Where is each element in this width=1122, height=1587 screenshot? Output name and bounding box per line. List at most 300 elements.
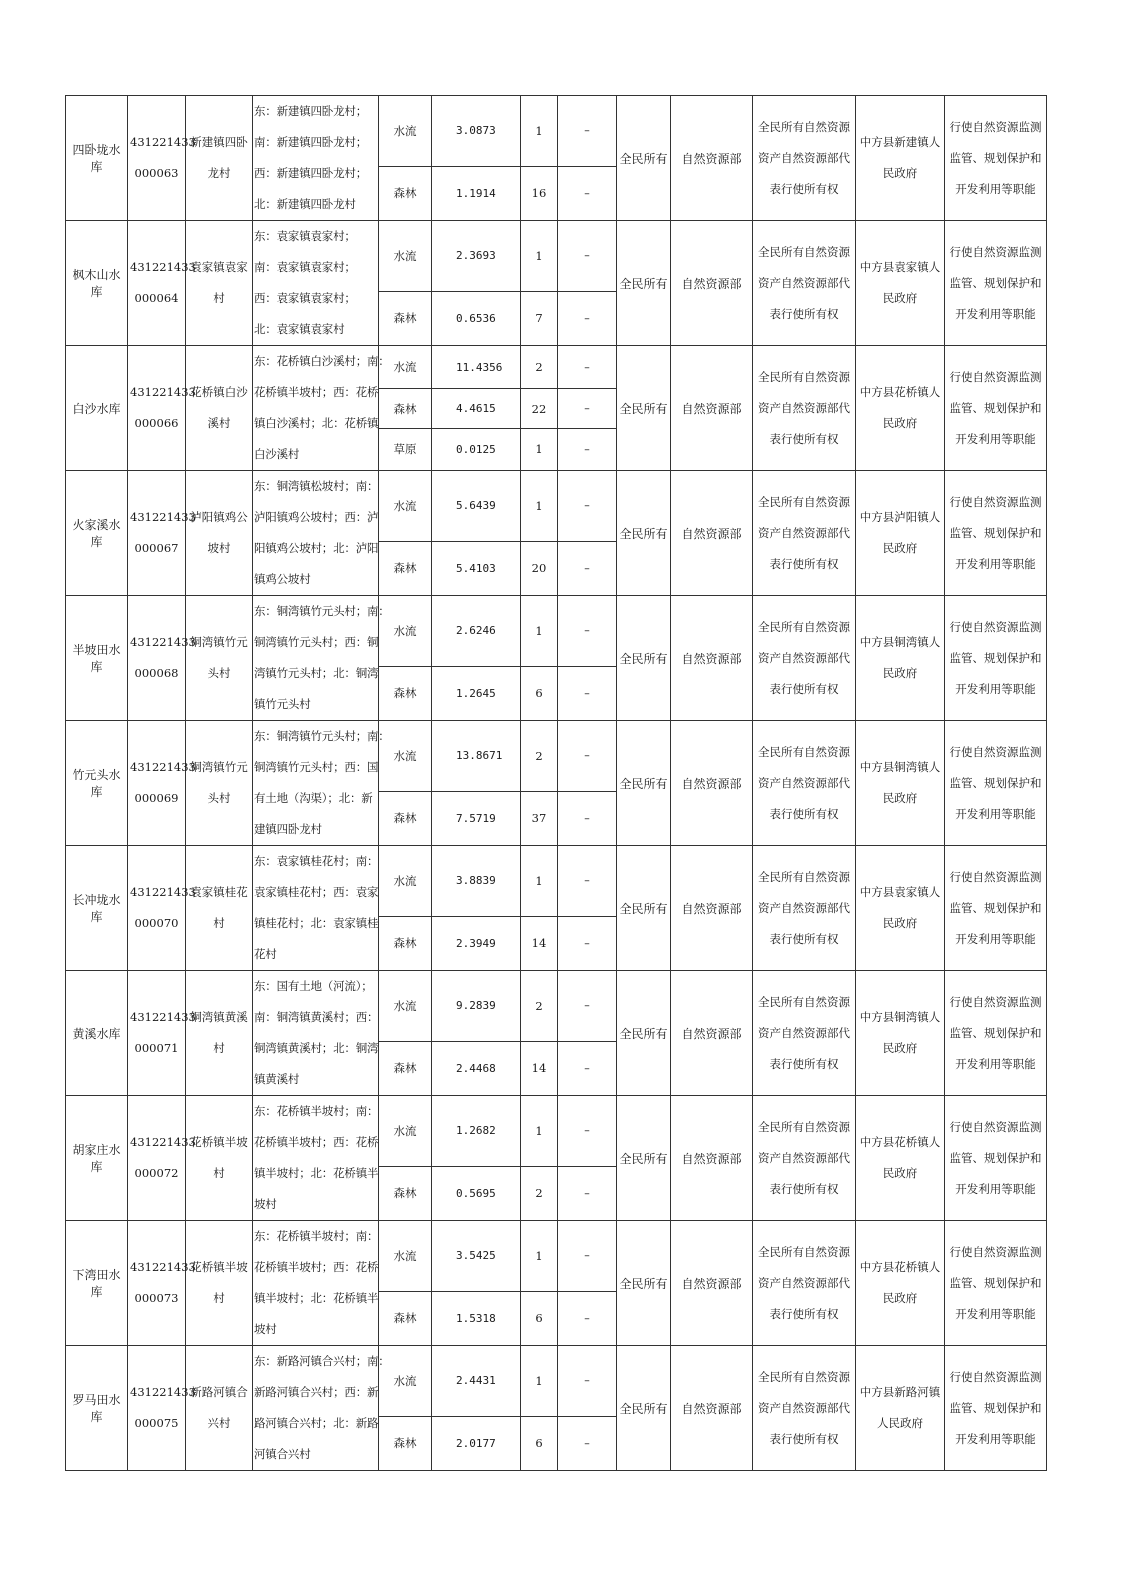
village-location-line: 村 (213, 291, 225, 305)
representative-text-line: 表行使所有权 (769, 681, 839, 696)
village-location (186, 221, 253, 346)
resource-note: – (558, 428, 617, 470)
duty-description-line: 行使自然资源监测 (949, 1244, 1042, 1259)
village-location-line: 头村 (207, 791, 231, 805)
boundary-description-line: 新路河镇合兴村；西：新 (254, 1385, 379, 1399)
village-location-line: 龙村 (207, 166, 231, 180)
boundary-description-line: 北：新建镇四卧龙村 (254, 197, 356, 211)
registry-table (65, 95, 1047, 1471)
representative-text (753, 596, 856, 721)
boundary-description-line: 铜湾镇黄溪村；北：铜湾 (254, 1041, 379, 1055)
resource-note: – (558, 916, 617, 970)
representative-text-line: 资产自然资源部代 (758, 1150, 850, 1165)
parcel-count: 1 (521, 428, 558, 470)
resource-note: – (558, 1166, 617, 1220)
ownership-type: 全民所有 (617, 1221, 671, 1346)
local-government-line: 中方县袁家镇人 (859, 885, 941, 899)
reservoir-name: 下湾田水库 (66, 1221, 128, 1346)
local-government-line: 中方县铜湾镇人 (859, 1010, 941, 1024)
unit-code-line: 000063 (134, 166, 179, 180)
representative-text-line: 表行使所有权 (769, 431, 839, 446)
local-government-line: 中方县花桥镇人 (859, 1260, 941, 1274)
representative-text-line: 全民所有自然资源 (758, 1369, 850, 1384)
resource-area: 9.2839 (432, 971, 521, 1042)
ownership-type: 全民所有 (617, 846, 671, 971)
boundary-description-line: 东：袁家镇桂花村；南： (254, 854, 379, 868)
boundary-description-line: 阳镇鸡公坡村；北：泸阳 (254, 541, 379, 555)
representative-text-line: 表行使所有权 (769, 1056, 839, 1071)
record-row (66, 846, 1047, 917)
resource-area: 4.4615 (432, 389, 521, 428)
local-government (856, 1221, 945, 1346)
parcel-count: 22 (521, 389, 558, 428)
village-location-line: 铜湾镇黄溪 (190, 1010, 248, 1024)
parcel-count: 2 (521, 721, 558, 792)
duty-description-line: 开发利用等职能 (955, 1431, 1036, 1446)
boundary-description (253, 96, 379, 221)
unit-code-line: 000073 (134, 1291, 179, 1305)
representative-text-line: 全民所有自然资源 (758, 119, 850, 134)
village-location-line: 袁家镇袁家 (190, 260, 248, 274)
boundary-description-line: 铜湾镇竹元头村；西：国 (254, 760, 379, 774)
duty-description-line: 开发利用等职能 (955, 931, 1036, 946)
representative-text-line: 全民所有自然资源 (758, 369, 850, 384)
unit-code-line: 000068 (134, 666, 179, 680)
village-location-line: 新路河镇合 (190, 1385, 248, 1399)
boundary-description (253, 221, 379, 346)
unit-code-line: 000070 (134, 916, 179, 930)
resource-type: 水流 (379, 96, 432, 167)
local-government-line: 民政府 (882, 1166, 918, 1180)
record-row (66, 596, 1047, 667)
resource-type: 水流 (379, 721, 432, 792)
local-government-line: 民政府 (882, 1041, 918, 1055)
representative-text-line: 资产自然资源部代 (758, 1025, 850, 1040)
ownership-type: 全民所有 (617, 96, 671, 221)
duty-description (945, 721, 1047, 846)
unit-code-line: 431221433 (130, 760, 196, 774)
local-government (856, 221, 945, 346)
boundary-description-line: 镇黄溪村 (254, 1072, 300, 1086)
resource-note: – (558, 389, 617, 428)
parcel-count: 6 (521, 1291, 558, 1345)
duty-description-line: 开发利用等职能 (955, 681, 1036, 696)
ownership-type: 全民所有 (617, 346, 671, 471)
boundary-description-line: 花桥镇半坡村；西：花桥 (254, 1260, 379, 1274)
village-location (186, 1096, 253, 1221)
unit-code (128, 971, 196, 1096)
unit-code-line: 000064 (134, 291, 179, 305)
unit-code (128, 471, 196, 596)
resource-area: 2.6246 (432, 596, 521, 667)
representative-text-line: 表行使所有权 (769, 556, 839, 571)
unit-code-line: 000071 (134, 1041, 179, 1055)
resource-area: 3.8839 (432, 846, 521, 917)
boundary-description (253, 1221, 379, 1346)
resource-area: 5.6439 (432, 471, 521, 542)
duty-description-line: 开发利用等职能 (955, 806, 1036, 821)
boundary-description-line: 镇半坡村；北：花桥镇半 (254, 1166, 379, 1180)
parcel-count: 14 (521, 1041, 558, 1095)
local-government (856, 1096, 945, 1221)
representative-text-line: 资产自然资源部代 (758, 275, 850, 290)
representative-text-line: 表行使所有权 (769, 806, 839, 821)
duty-description (945, 596, 1047, 721)
boundary-description-line: 河镇合兴村 (254, 1447, 311, 1461)
representative-text (753, 346, 856, 471)
duty-description (945, 346, 1047, 471)
representative-text-line: 资产自然资源部代 (758, 900, 850, 915)
unit-code-line: 431221433 (130, 635, 196, 649)
boundary-description-line: 镇竹元头村 (254, 697, 311, 711)
boundary-description (253, 596, 390, 721)
resource-area: 0.6536 (432, 291, 521, 345)
boundary-description-line: 白沙溪村 (254, 447, 300, 461)
duty-description-line: 行使自然资源监测 (949, 119, 1042, 134)
boundary-description-line: 袁家镇桂花村；西：袁家 (254, 885, 379, 899)
duty-description (945, 971, 1047, 1096)
resource-area: 0.0125 (432, 428, 521, 470)
village-location-line: 村 (213, 916, 225, 930)
boundary-description-line: 东：国有土地（河流）； (254, 979, 373, 993)
resource-note: – (558, 1221, 617, 1292)
boundary-description-line: 南：新建镇四卧龙村； (254, 135, 367, 149)
boundary-description-line: 南：袁家镇袁家村； (254, 260, 356, 274)
resource-type: 森林 (379, 1041, 432, 1095)
boundary-description (253, 346, 390, 471)
parcel-count: 7 (521, 291, 558, 345)
record-row (66, 1096, 1047, 1167)
unit-code-line: 431221433 (130, 385, 196, 399)
boundary-description-line: 路河镇合兴村；北：新路 (254, 1416, 379, 1430)
unit-code (128, 1346, 196, 1471)
local-government (856, 346, 945, 471)
resource-note: – (558, 346, 617, 389)
resource-type: 水流 (379, 1096, 432, 1167)
boundary-description (253, 1346, 390, 1471)
parcel-count: 1 (521, 471, 558, 542)
duty-description (945, 221, 1047, 346)
resource-type: 森林 (379, 166, 432, 220)
village-location-line: 村 (213, 1291, 225, 1305)
boundary-description-line: 镇桂花村；北：袁家镇桂 (254, 916, 379, 930)
boundary-description-line: 镇半坡村；北：花桥镇半 (254, 1291, 379, 1305)
owner-agency: 自然资源部 (671, 721, 753, 846)
duty-description-line: 开发利用等职能 (955, 181, 1036, 196)
record-row (66, 1221, 1047, 1292)
village-location-line: 泸阳镇鸡公 (190, 510, 248, 524)
representative-text (753, 471, 856, 596)
parcel-count: 6 (521, 666, 558, 720)
village-location (186, 1221, 253, 1346)
resource-note: – (558, 596, 617, 667)
representative-text-line: 全民所有自然资源 (758, 619, 850, 634)
parcel-count: 1 (521, 596, 558, 667)
resource-type: 森林 (379, 1291, 432, 1345)
duty-description-line: 行使自然资源监测 (949, 244, 1042, 259)
village-location-line: 新建镇四卧 (190, 135, 248, 149)
resource-area: 2.4468 (432, 1041, 521, 1095)
boundary-description-line: 泸阳镇鸡公坡村；西：泸 (254, 510, 379, 524)
representative-text (753, 1346, 856, 1471)
representative-text (753, 1221, 856, 1346)
parcel-count: 2 (521, 971, 558, 1042)
resource-type: 森林 (379, 1416, 432, 1470)
parcel-count: 37 (521, 791, 558, 845)
duty-description-line: 开发利用等职能 (955, 1181, 1036, 1196)
representative-text-line: 资产自然资源部代 (758, 1400, 850, 1415)
reservoir-name: 枫木山水库 (66, 221, 128, 346)
local-government (856, 471, 945, 596)
record-row (66, 346, 1047, 389)
local-government-line: 民政府 (882, 791, 918, 805)
duty-description-line: 监管、规划保护和 (949, 400, 1042, 415)
village-location (186, 96, 253, 221)
resource-area: 2.3949 (432, 916, 521, 970)
unit-code-line: 431221433 (130, 135, 196, 149)
duty-description-line: 监管、规划保护和 (949, 150, 1042, 165)
resource-type: 森林 (379, 291, 432, 345)
parcel-count: 14 (521, 916, 558, 970)
ownership-type: 全民所有 (617, 471, 671, 596)
reservoir-name: 竹元头水库 (66, 721, 128, 846)
boundary-description-line: 花桥镇半坡村；西：花桥 (254, 385, 379, 399)
duty-description-line: 行使自然资源监测 (949, 1369, 1042, 1384)
parcel-count: 2 (521, 346, 558, 389)
boundary-description-line: 湾镇竹元头村；北：铜湾 (254, 666, 379, 680)
record-row (66, 971, 1047, 1042)
duty-description-line: 行使自然资源监测 (949, 994, 1042, 1009)
boundary-description-line: 铜湾镇竹元头村；西：铜 (254, 635, 379, 649)
parcel-count: 1 (521, 1346, 558, 1417)
resource-note: – (558, 471, 617, 542)
resource-area: 2.0177 (432, 1416, 521, 1470)
resource-area: 1.2645 (432, 666, 521, 720)
representative-text (753, 1096, 856, 1221)
reservoir-name: 半坡田水库 (66, 596, 128, 721)
village-location (186, 846, 253, 971)
owner-agency: 自然资源部 (671, 471, 753, 596)
parcel-count: 2 (521, 1166, 558, 1220)
owner-agency: 自然资源部 (671, 596, 753, 721)
unit-code (128, 346, 196, 471)
resource-note: – (558, 846, 617, 917)
reservoir-name: 四卧垅水库 (66, 96, 128, 221)
resource-type: 森林 (379, 666, 432, 720)
reservoir-name: 胡家庄水库 (66, 1096, 128, 1221)
local-government (856, 846, 945, 971)
duty-description-line: 监管、规划保护和 (949, 1025, 1042, 1040)
duty-description (945, 96, 1047, 221)
village-location-line: 铜湾镇竹元 (190, 760, 248, 774)
local-government-line: 中方县花桥镇人 (859, 1135, 941, 1149)
resource-note: – (558, 541, 617, 595)
unit-code (128, 721, 196, 846)
resource-note: – (558, 971, 617, 1042)
local-government-line: 中方县泸阳镇人 (859, 510, 941, 524)
duty-description-line: 行使自然资源监测 (949, 494, 1042, 509)
resource-note: – (558, 166, 617, 220)
duty-description-line: 监管、规划保护和 (949, 900, 1042, 915)
resource-type: 森林 (379, 916, 432, 970)
local-government-line: 民政府 (882, 1291, 918, 1305)
resource-area: 1.2682 (432, 1096, 521, 1167)
representative-text-line: 资产自然资源部代 (758, 525, 850, 540)
village-location (186, 1346, 253, 1471)
village-location (186, 596, 253, 721)
resource-note: – (558, 291, 617, 345)
ownership-type: 全民所有 (617, 1096, 671, 1221)
resource-area: 11.4356 (432, 346, 521, 389)
boundary-description-line: 坡村 (254, 1197, 277, 1211)
local-government-line: 民政府 (882, 666, 918, 680)
representative-text-line: 资产自然资源部代 (758, 150, 850, 165)
duty-description (945, 471, 1047, 596)
representative-text-line: 全民所有自然资源 (758, 994, 850, 1009)
duty-description-line: 监管、规划保护和 (949, 1150, 1042, 1165)
local-government-line: 民政府 (882, 416, 918, 430)
duty-description-line: 监管、规划保护和 (949, 1275, 1042, 1290)
resource-note: – (558, 221, 617, 292)
resource-type: 水流 (379, 596, 432, 667)
duty-description-line: 行使自然资源监测 (949, 369, 1042, 384)
representative-text-line: 表行使所有权 (769, 1306, 839, 1321)
resource-area: 3.0873 (432, 96, 521, 167)
representative-text-line: 表行使所有权 (769, 181, 839, 196)
village-location-line: 村 (213, 1041, 225, 1055)
boundary-description-line: 有土地（沟渠）；北：新 (254, 791, 373, 805)
duty-description-line: 监管、规划保护和 (949, 275, 1042, 290)
parcel-count: 1 (521, 221, 558, 292)
resource-area: 3.5425 (432, 1221, 521, 1292)
resource-type: 水流 (379, 1346, 432, 1417)
ownership-type: 全民所有 (617, 596, 671, 721)
village-location (186, 721, 253, 846)
village-location (186, 971, 253, 1096)
owner-agency: 自然资源部 (671, 221, 753, 346)
reservoir-name: 长冲垅水库 (66, 846, 128, 971)
duty-description-line: 监管、规划保护和 (949, 525, 1042, 540)
boundary-description-line: 南：铜湾镇黄溪村；西： (254, 1010, 379, 1024)
parcel-count: 20 (521, 541, 558, 595)
parcel-count: 1 (521, 96, 558, 167)
resource-type: 森林 (379, 389, 432, 428)
duty-description-line: 监管、规划保护和 (949, 775, 1042, 790)
ownership-type: 全民所有 (617, 721, 671, 846)
record-row (66, 96, 1047, 167)
record-row (66, 471, 1047, 542)
village-location (186, 346, 253, 471)
village-location-line: 村 (213, 1166, 225, 1180)
unit-code-line: 000075 (134, 1416, 179, 1430)
unit-code-line: 431221433 (130, 885, 196, 899)
village-location-line: 兴村 (207, 1416, 231, 1430)
representative-text-line: 表行使所有权 (769, 306, 839, 321)
duty-description-line: 开发利用等职能 (955, 1056, 1036, 1071)
unit-code-line: 431221433 (130, 1010, 196, 1024)
boundary-description-line: 东：铜湾镇竹元头村；南： (254, 604, 390, 618)
boundary-description-line: 东：花桥镇半坡村；南： (254, 1229, 379, 1243)
duty-description (945, 1346, 1047, 1471)
resource-type: 水流 (379, 346, 432, 389)
representative-text-line: 全民所有自然资源 (758, 244, 850, 259)
boundary-description-line: 坡村 (254, 1322, 277, 1336)
village-location (186, 471, 253, 596)
duty-description-line: 开发利用等职能 (955, 1306, 1036, 1321)
boundary-description-line: 北：袁家镇袁家村 (254, 322, 345, 336)
boundary-description-line: 东：铜湾镇松坡村；南： (254, 479, 379, 493)
local-government (856, 96, 945, 221)
unit-code (128, 846, 196, 971)
local-government-line: 中方县新建镇人 (859, 135, 941, 149)
representative-text-line: 全民所有自然资源 (758, 1119, 850, 1134)
parcel-count: 16 (521, 166, 558, 220)
resource-note: – (558, 1291, 617, 1345)
parcel-count: 1 (521, 846, 558, 917)
boundary-description-line: 花村 (254, 947, 277, 961)
local-government (856, 721, 945, 846)
unit-code-line: 000067 (134, 541, 179, 555)
local-government-line: 民政府 (882, 916, 918, 930)
resource-type: 水流 (379, 971, 432, 1042)
village-location-line: 袁家镇桂花 (190, 885, 248, 899)
representative-text (753, 96, 856, 221)
resource-area: 0.5695 (432, 1166, 521, 1220)
resource-area: 1.5318 (432, 1291, 521, 1345)
parcel-count: 6 (521, 1416, 558, 1470)
unit-code-line: 431221433 (130, 510, 196, 524)
resource-note: – (558, 1096, 617, 1167)
record-row (66, 221, 1047, 292)
owner-agency: 自然资源部 (671, 346, 753, 471)
boundary-description-line: 东：新路河镇合兴村；南： (254, 1354, 390, 1368)
duty-description-line: 行使自然资源监测 (949, 1119, 1042, 1134)
ownership-type: 全民所有 (617, 971, 671, 1096)
resource-area: 7.5719 (432, 791, 521, 845)
duty-description-line: 监管、规划保护和 (949, 650, 1042, 665)
resource-note: – (558, 1416, 617, 1470)
boundary-description (253, 1096, 379, 1221)
representative-text-line: 资产自然资源部代 (758, 400, 850, 415)
reservoir-name: 罗马田水库 (66, 1346, 128, 1471)
representative-text (753, 971, 856, 1096)
unit-code (128, 596, 196, 721)
duty-description (945, 1221, 1047, 1346)
resource-area: 2.4431 (432, 1346, 521, 1417)
village-location-line: 花桥镇半坡 (190, 1260, 248, 1274)
duty-description-line: 行使自然资源监测 (949, 869, 1042, 884)
record-row (66, 721, 1047, 792)
resource-type: 水流 (379, 846, 432, 917)
parcel-count: 1 (521, 1096, 558, 1167)
ownership-type: 全民所有 (617, 221, 671, 346)
boundary-description-line: 东：花桥镇半坡村；南： (254, 1104, 379, 1118)
local-government-line: 中方县铜湾镇人 (859, 760, 941, 774)
representative-text-line: 表行使所有权 (769, 931, 839, 946)
resource-note: – (558, 96, 617, 167)
local-government-line: 民政府 (882, 291, 918, 305)
representative-text (753, 721, 856, 846)
representative-text (753, 221, 856, 346)
reservoir-name: 黄溪水库 (66, 971, 128, 1096)
boundary-description-line: 镇鸡公坡村 (254, 572, 311, 586)
unit-code (128, 1221, 196, 1346)
local-government-line: 中方县花桥镇人 (859, 385, 941, 399)
local-government-line: 民政府 (882, 541, 918, 555)
duty-description-line: 开发利用等职能 (955, 431, 1036, 446)
representative-text-line: 表行使所有权 (769, 1431, 839, 1446)
representative-text-line: 全民所有自然资源 (758, 494, 850, 509)
